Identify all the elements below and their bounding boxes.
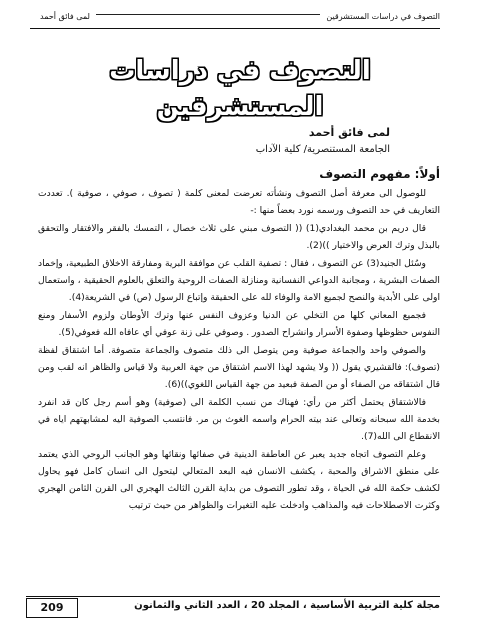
- section-heading: أولاً: مفهوم التصوف: [319, 167, 440, 181]
- body-paragraph: والصوفي واحد والجماعة صوفية ومن يتوصل الى ذلك متصوف والجماعة متصوفة. أما اشتقاق لفظة (تصوف): فالقشيري يقول (( ولا يشهد لهذا الاسم اشتقاق من جهة العربية ولا قياس والظاهر انه لقب ومن قال اشتقاقه من الصفاء أو من الصفة فبعيد من جهة القياس اللغوي))(6).: [38, 345, 440, 390]
- running-header: [40, 12, 440, 21]
- body-paragraph: فجميع المعاني كلها من التخلي عن الدنيا وعزوف النفس عنها وترك الأوطان ولزوم الأسفار ومنع النفوس حظوظها وصفوة الأسرار وانشراح الصدور . وصوفي على زنة عوفي أي عافاه الله فعوفي(5).: [38, 310, 440, 338]
- header-rule: [30, 28, 440, 29]
- running-header-title: التصوف في دراسات المستشرقين: [326, 12, 440, 21]
- body-paragraph: قال دريم بن محمد البغدادي(1) (( التصوف مبني على ثلاث خصال ، التمسك بالفقر والافتقار والتحقق بالبذل وترك العرض والاختيار ))(2).: [38, 223, 440, 251]
- author-name: لمى فائق أحمد: [308, 126, 390, 139]
- page-number: 209: [26, 598, 78, 618]
- article-title-line-2: المستشرقين: [156, 92, 324, 122]
- body-paragraph: وسُئل الجنيد(3) عن التصوف ، فقال : تصفية القلب عن موافقة البرية ومفارقة الاخلاق الطبيعية، وإخماد الصفات البشرية ، ومجانبة الدواعي النفسانية ومنازلة الصفات الروحية والتعلق بالعلوم الحقيقية ، واستعمال اولى على الأبدية والنصح لجميع الامة والوفاء لله على الحقيقة وإتباع الرسول (ص) في الشريعة(4).: [38, 258, 440, 303]
- article-body: [38, 185, 440, 515]
- running-header-separator: [96, 14, 320, 15]
- author-affiliation: الجامعة المستنصرية/ كلية الآداب: [255, 144, 390, 155]
- running-header-author: لمى فائق أحمد: [40, 12, 90, 21]
- article-title-line-1: التصوف في دراسات: [109, 56, 371, 86]
- body-paragraph: للوصول الى معرفة أصل التصوف ونشأته تعرضت لمعنى كلمة ( تصوف ، صوفي ، صوفية ). تعددت التعاريف في حد التصوف ورسمه نورد بعضاً منها :-: [38, 188, 440, 216]
- journal-citation: مجلة كلية التربية الأساسية ، المجلد 20 ، العدد الثاني والثمانون: [134, 600, 440, 611]
- body-paragraph: فالاشتقاق يحتمل أكثر من رأي: فهناك من نسب الكلمة الى (صوفية) وهو أسم رجل كان قد انفرد بخدمة الله سبحانه وتعالى عند بيته الحرام واسمه الغوث بن مر. فانتسب الصوفية اليه لمشابهتهم اياه في الانقطاع الى الله(7).: [38, 397, 440, 442]
- footer-rule: [26, 596, 440, 597]
- body-paragraph: وعلم التصوف اتجاه جديد يعبر عن العاطفة الدينية في صفائها ونقائها وهو الجانب الروحي الذي يعتمد على منطق الاشراق والمحبة ، يكشف الانسان فيه البعد المتعالي ليتحول الى انسان كامل فهو يحاول لكشف حكمة الله في الحياة ، وقد تطور التصوف من بداية القرن الثالث الهجري الى القرن الثامن الهجري وكثرت الاصطلاحات فيه والمذاهب وادخلت عليه التغيرات والظواهر من حيث ترتيب: [38, 449, 440, 511]
